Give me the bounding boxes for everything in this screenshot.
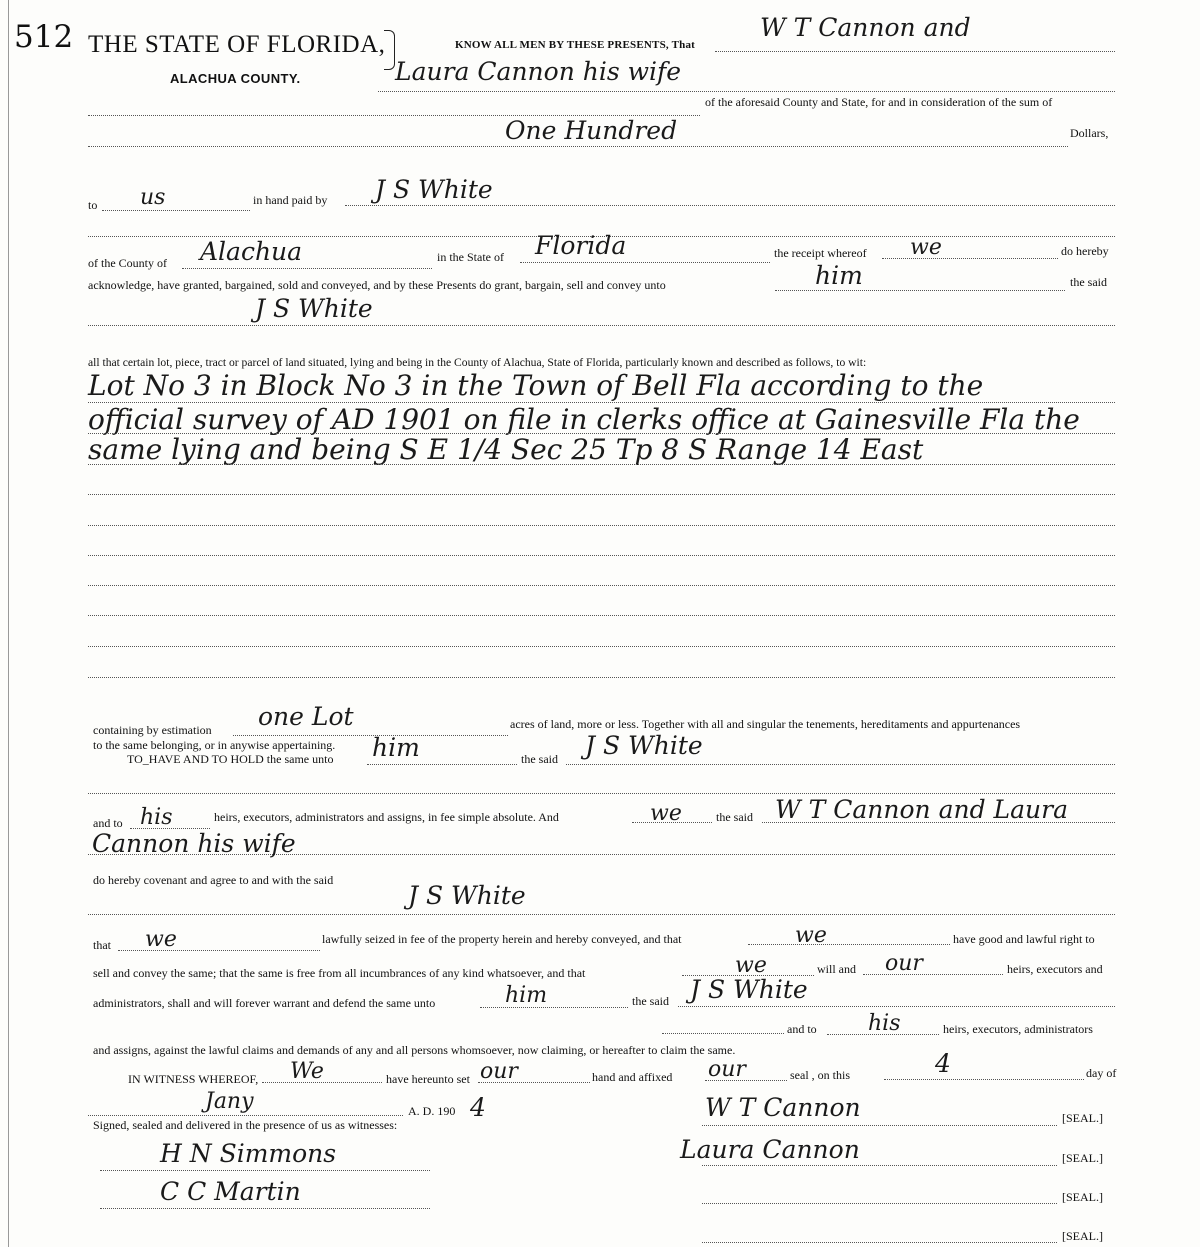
handwritten-to-whom: us: [140, 185, 166, 210]
handwritten-description-1: Lot No 3 in Block No 3 in the Town of Bell Fla according to the: [88, 369, 984, 402]
handwritten-and-to: his: [140, 805, 173, 830]
signature-line-1: [702, 1125, 1057, 1126]
state-heading: THE STATE OF FLORIDA,: [88, 31, 386, 58]
heirs-exec-admin-text: heirs, executors, administrators: [943, 1022, 1093, 1036]
sum-line: [88, 146, 1068, 147]
handwritten-description-3: same lying and being S E 1/4 Sec 25 Tp 8 S Range 14 East: [88, 433, 924, 466]
handwritten-signature-1: W T Cannon: [705, 1093, 861, 1122]
handwritten-paid-by: J S White: [375, 175, 493, 204]
state-line: [520, 262, 770, 263]
to-the-same-text: to the same belonging, or in anywise appertaining.: [93, 738, 336, 752]
containing-text: containing by estimation: [93, 723, 212, 737]
handwritten-sum: One Hundred: [505, 116, 678, 145]
have-good-text: have good and lawful right to: [953, 932, 1095, 946]
day-of-text: day of: [1086, 1066, 1117, 1080]
description-line-10: [88, 677, 1115, 678]
defend-said-line: [678, 1006, 1115, 1007]
handwritten-defend-unto: him: [505, 983, 548, 1008]
covenant-with-line: [88, 914, 1115, 915]
handwritten-year-digit: 4: [470, 1093, 486, 1122]
description-line-9: [88, 646, 1115, 647]
have-hereunto-text: have hereunto set: [386, 1072, 470, 1086]
covenant-text: do hereby covenant and agree to and with the said: [93, 873, 334, 887]
description-line-5: [88, 525, 1115, 526]
handwritten-day: 4: [935, 1049, 951, 1078]
dollars-text: Dollars,: [1070, 126, 1109, 140]
will-and-who-line: [863, 974, 1003, 975]
signature-line-4: [702, 1242, 1057, 1243]
county-line: [182, 268, 432, 269]
and-assigns-text: and assigns, against the lawful claims and demands of any and all persons whomsoever, now claiming, or hereafter to claim the same.: [93, 1043, 736, 1057]
description-line-7: [88, 585, 1115, 586]
the-said-text-2: the said: [521, 752, 558, 766]
handwritten-affixed-whose: our: [708, 1057, 746, 1082]
to-text: to: [88, 198, 98, 212]
aforesaid-text: of the aforesaid County and State, for and in consideration of the sum of: [705, 95, 1053, 109]
grantor-line-2: [378, 91, 1115, 92]
acknowledge-text: acknowledge, have granted, bargained, sold and conveyed, and by these Presents do grant, bargain, sell and convey unto: [88, 278, 666, 292]
signed-sealed-text: Signed, sealed and delivered in the presence of us as witnesses:: [93, 1118, 398, 1132]
all-that-certain-text: all that certain lot, piece, tract or parcel of land situated, lying and being in the County of Alachua, State of Florida, particularly known and described as follows, to wit:: [88, 356, 867, 369]
handwritten-have-hold-unto: him: [372, 733, 420, 762]
handwritten-that-who-2: we: [735, 953, 767, 978]
description-line-6: [88, 555, 1115, 556]
description-line-8: [88, 615, 1115, 616]
page-number: 512: [14, 19, 74, 55]
handwritten-witness-1: H N Simmons: [160, 1139, 337, 1168]
seal-on-this-text: seal , on this: [790, 1068, 850, 1082]
and-that-who-line: [748, 944, 950, 945]
witness-line-1: [100, 1170, 430, 1171]
seal-label-1: [SEAL.]: [1062, 1111, 1103, 1125]
have-hold-said-line: [566, 764, 1115, 765]
handwritten-the-said-names-2: Cannon his wife: [92, 829, 296, 858]
handwritten-and-to-2: his: [868, 1011, 901, 1036]
paid-by-line: [345, 205, 1115, 206]
handwritten-grantor-2: Laura Cannon his wife: [395, 57, 682, 86]
handwritten-the-said-names: W T Cannon and Laura: [775, 795, 1069, 824]
will-and-text: will and: [817, 962, 856, 976]
seal-label-2: [SEAL.]: [1062, 1151, 1103, 1165]
and-to-2-lead-line: [662, 1033, 784, 1034]
acres-text: acres of land, more or less. Together with all and singular the tenements, hereditaments and appurtenances: [510, 717, 1021, 731]
description-line-3: [88, 464, 1115, 465]
and-to-text-2: and to: [787, 1022, 817, 1036]
handwritten-grantor-1: W T Cannon and: [760, 13, 971, 42]
handwritten-witness-who: We: [290, 1059, 324, 1084]
seal-label-3: [SEAL.]: [1062, 1190, 1103, 1204]
handwritten-convey-unto: him: [815, 261, 863, 290]
in-the-state-of-text: in the State of: [437, 250, 504, 264]
seal-label-4: [SEAL.]: [1062, 1229, 1103, 1243]
handwritten-set-whose: our: [480, 1059, 518, 1084]
receipt-whereof-text: the receipt whereof: [774, 246, 867, 260]
handwritten-month: Jany: [205, 1089, 254, 1114]
signature-line-2: [702, 1165, 1057, 1166]
heading-bracket: [384, 30, 395, 70]
of-the-county-of-text: of the County of: [88, 256, 167, 270]
handwritten-have-hold-said: J S White: [585, 731, 703, 760]
handwritten-state: Florida: [535, 231, 627, 260]
blank-line: [88, 793, 1115, 794]
county-heading: ALACHUA COUNTY.: [170, 71, 301, 86]
handwritten-receipt: we: [910, 235, 942, 260]
do-hereby-text: do hereby: [1061, 244, 1109, 258]
witness-line-2: [100, 1208, 430, 1209]
handwritten-estimation: one Lot: [258, 702, 354, 731]
handwritten-that-who: we: [145, 927, 177, 952]
handwritten-will-and-who: our: [885, 951, 923, 976]
description-line-4: [88, 494, 1115, 495]
handwritten-county: Alachua: [200, 237, 303, 266]
the-said-text-4: the said: [632, 994, 669, 1008]
handwritten-and-that-who: we: [795, 923, 827, 948]
ad-text: A. D. 190: [408, 1104, 456, 1118]
that-text: that: [93, 938, 111, 952]
handwritten-witness-2: C C Martin: [160, 1177, 301, 1206]
page-edge-line: [8, 0, 9, 1247]
handwritten-signature-2: Laura Cannon: [680, 1135, 860, 1164]
sell-convey-text: sell and convey the same; that the same is free from all incumbrances of any kind whatsoever, and that: [93, 966, 586, 980]
day-line: [884, 1079, 1084, 1080]
have-hold-unto-line: [367, 764, 517, 765]
defend-unto-line: [480, 1007, 628, 1008]
to-have-text: TO_HAVE AND TO HOLD the same unto: [127, 752, 334, 766]
handwritten-description-2: official survey of AD 1901 on file in clerks office at Gainesville Fla the: [88, 403, 1080, 436]
in-hand-paid-by-text: in hand paid by: [253, 193, 328, 207]
receipt-line: [882, 258, 1058, 259]
the-said-text-1: the said: [1070, 275, 1107, 289]
signature-line-3: [702, 1203, 1057, 1204]
handwritten-grantee: J S White: [255, 294, 373, 323]
heirs-exec-text: heirs, executors and: [1007, 962, 1103, 976]
handwritten-defend-said: J S White: [690, 975, 808, 1004]
lawfully-seized-text: lawfully seized in fee of the property herein and hereby conveyed, and that: [322, 932, 682, 946]
convey-unto-line: [775, 290, 1065, 291]
hands-affixed-text: hand and affixed: [592, 1070, 673, 1084]
grantee-line: [88, 325, 1115, 326]
to-line: [102, 210, 250, 211]
in-witness-text: IN WITNESS WHEREOF,: [128, 1072, 259, 1086]
and-to-text: and to: [93, 816, 123, 830]
administrators-text: administrators, shall and will forever warrant and defend the same unto: [93, 996, 436, 1010]
grantor-line-1: [715, 51, 1115, 52]
estimation-line: [233, 735, 508, 736]
handwritten-and-who: we: [650, 801, 682, 826]
heirs-fee-simple-text: heirs, executors, administrators and assigns, in fee simple absolute. And: [214, 810, 559, 824]
know-all-men-text: KNOW ALL MEN BY THESE PRESENTS, That: [455, 39, 696, 51]
the-said-text-3: the said: [716, 810, 753, 824]
handwritten-covenant-with: J S White: [408, 881, 526, 910]
